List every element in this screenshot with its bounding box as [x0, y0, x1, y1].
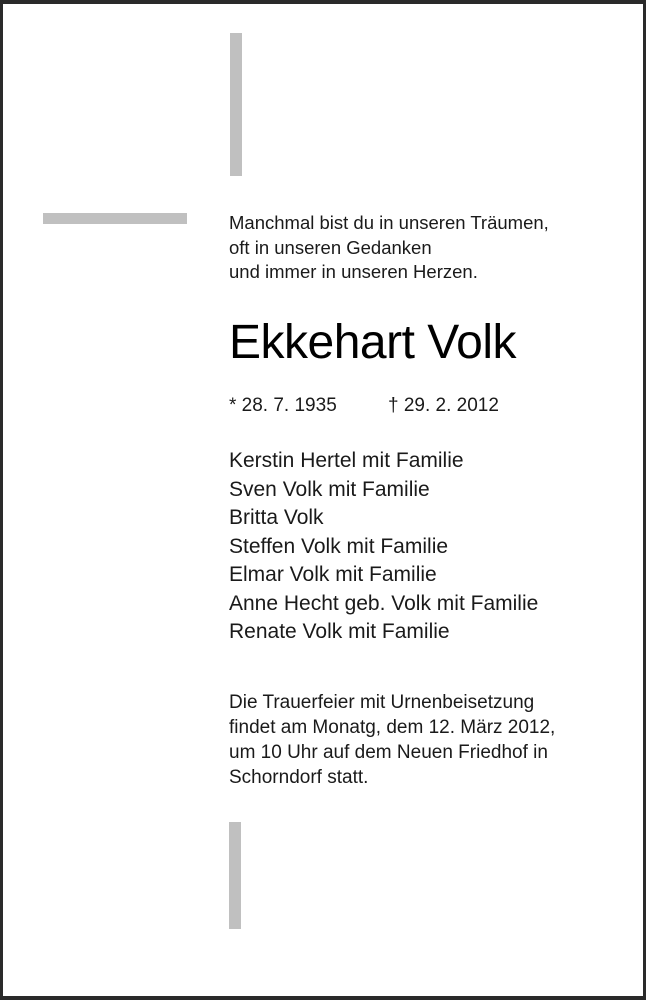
mourner: Anne Hecht geb. Volk mit Familie [229, 591, 539, 615]
funeral-info-line: Schorndorf statt. [229, 767, 369, 788]
life-dates [229, 393, 499, 419]
funeral-info-line: findet am Monatg, dem 12. März 2012, [229, 717, 556, 738]
mourner: Steffen Volk mit Familie [229, 534, 449, 558]
birth-date: * 28. 7. 1935 [229, 395, 337, 416]
mourner: Sven Volk mit Familie [229, 477, 430, 501]
death-date: † 29. 2. 2012 [388, 395, 499, 416]
funeral-info-line: Die Trauerfeier mit Urnenbeisetzung [229, 692, 535, 713]
mourner: Elmar Volk mit Familie [229, 563, 437, 586]
poem [229, 211, 549, 285]
funeral-info-line: um 10 Uhr auf dem Neuen Friedhof in [229, 742, 548, 763]
mourner: Britta Volk [229, 506, 324, 529]
poem-line: und immer in unseren Herzen. [229, 261, 478, 282]
funeral-info [229, 690, 555, 790]
mourner: Kerstin Hertel mit Familie [229, 449, 464, 472]
deceased-name: Ekkehart Volk [229, 316, 516, 369]
cross-horizontal-bar [43, 213, 187, 224]
obituary-page [3, 4, 643, 996]
poem-line: Manchmal bist du in unseren Träumen, [229, 212, 549, 233]
mourners-list [229, 447, 538, 647]
poem-line: oft in unseren Gedanken [229, 236, 432, 258]
cross-bottom-vertical-bar [229, 822, 241, 929]
cross-top-vertical-bar [230, 33, 242, 176]
mourner: Renate Volk mit Familie [229, 620, 450, 643]
